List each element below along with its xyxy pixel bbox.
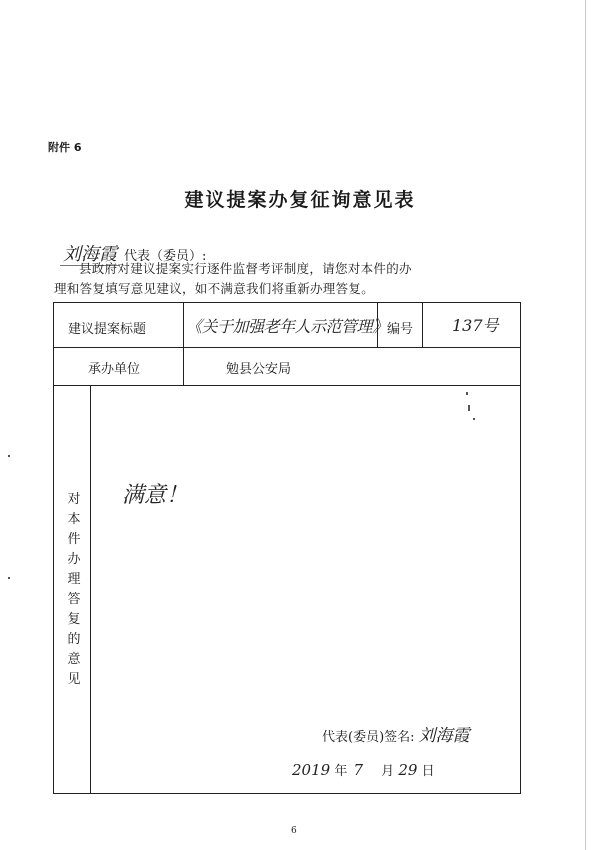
date-year-label: 年 — [334, 764, 348, 779]
col-divider-left — [183, 302, 184, 385]
opinion-label-char: 复 — [67, 612, 81, 627]
opinion-label-divider — [90, 385, 91, 794]
col-divider-num — [422, 302, 423, 347]
date-month-label: 月 — [381, 764, 395, 779]
date-line — [292, 760, 435, 779]
opinion-label-char: 的 — [67, 632, 81, 647]
date-year: 2019 — [292, 761, 331, 779]
opinion-label-char: 办 — [67, 552, 81, 567]
number-value: 137号 — [452, 316, 499, 335]
title-value: 《关于加强老年人示范管理》 — [186, 317, 388, 336]
row-divider-1 — [53, 347, 521, 348]
representative-name: 刘海霞 — [60, 244, 120, 266]
date-day: 29 — [398, 761, 418, 779]
opinion-label-char: 对 — [67, 492, 81, 507]
opinion-label-char: 见 — [67, 672, 81, 687]
intro-line-1: 县政府对建议提案实行逐件监督考评制度，请您对本件的办 — [79, 261, 412, 276]
scan-edge — [585, 0, 586, 850]
form-title: 建议提案办复征询意见表 — [184, 189, 416, 211]
attachment-label: 附件 6 — [48, 141, 82, 154]
date-day-label: 日 — [421, 764, 435, 779]
unit-label: 承办单位 — [88, 362, 141, 377]
intro-line-2: 理和答复填写意见建议，如不满意我们将重新办理答复。 — [54, 281, 375, 296]
opinion-value: 满意！ — [122, 483, 189, 508]
row-divider-2 — [53, 385, 521, 386]
scan-speck — [468, 405, 470, 411]
scan-speck — [8, 577, 10, 579]
opinion-label-char: 意 — [67, 652, 81, 667]
opinion-label-char: 本 — [67, 512, 81, 527]
signature-label: 代表(委员)签名: — [322, 730, 415, 745]
scan-speck — [473, 418, 475, 420]
number-label: 编号 — [387, 322, 414, 337]
scan-speck — [8, 455, 10, 457]
title-label: 建议提案标题 — [68, 322, 147, 337]
opinion-label-char: 答 — [67, 592, 81, 607]
unit-value: 勉县公安局 — [226, 362, 292, 377]
opinion-label-char: 件 — [67, 532, 81, 547]
page-number: 6 — [291, 826, 297, 836]
signature-line — [322, 721, 470, 746]
greeting-salutation: 代表（委员）: — [124, 249, 207, 264]
date-month: 7 — [353, 761, 364, 779]
opinion-label — [62, 490, 86, 690]
signature-value: 刘海霞 — [418, 726, 470, 746]
opinion-label-char: 理 — [67, 572, 81, 587]
scan-speck — [466, 392, 468, 395]
